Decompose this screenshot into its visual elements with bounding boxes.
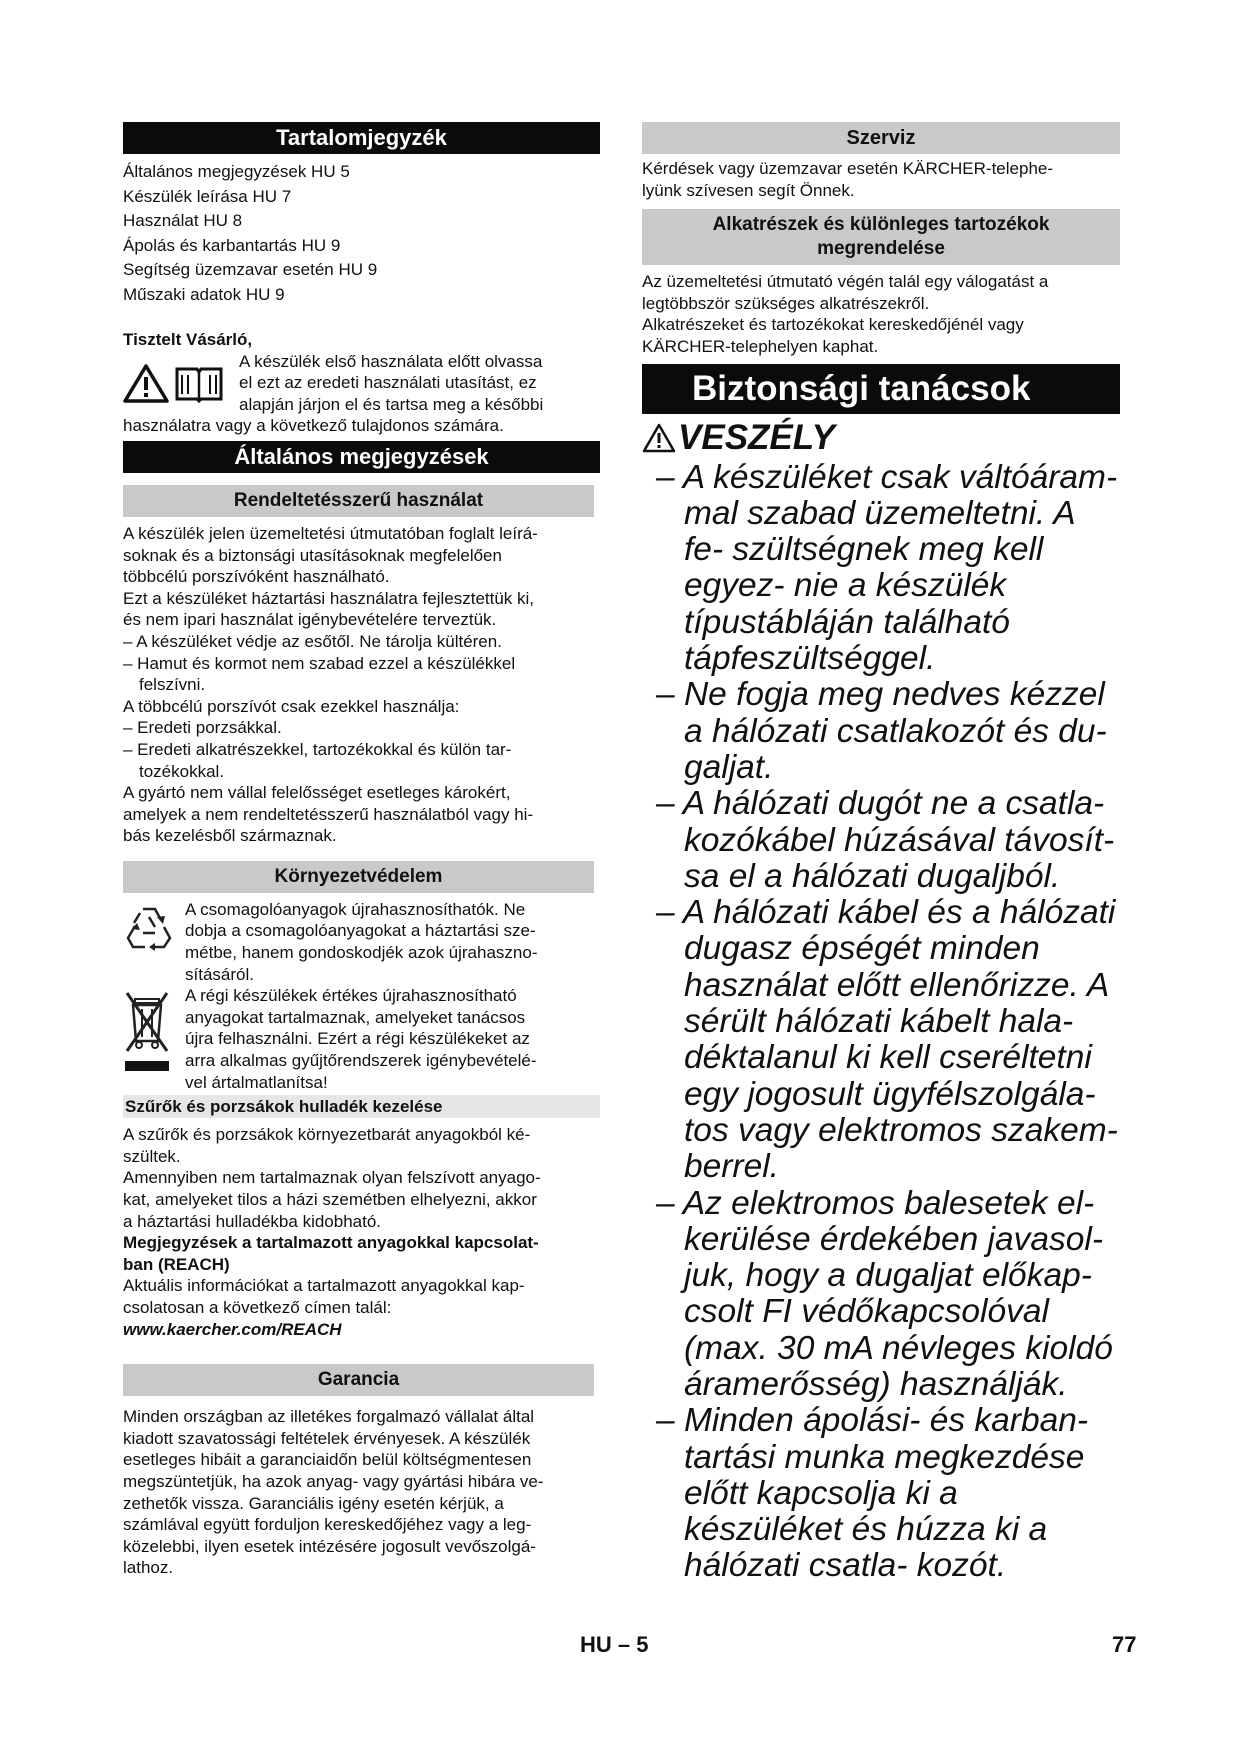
parts-text	[642, 271, 1120, 357]
paragraph-line: esetleges hibáit a garanciaidőn belül költségmentesen	[123, 1450, 532, 1470]
danger-item: – A hálózati dugót ne a csatla- kozókábel húzásával távosít- sa el a hálózati dugaljból.	[656, 785, 1115, 895]
paragraph-line: legtöbbször szükséges alkatrészekről.	[642, 293, 930, 313]
paragraph-line: és nem ipari használat igénybevételére terveztük.	[123, 610, 497, 630]
paragraph-line: Az üzemeltetési útmutató végén talál egy válogatást a	[642, 272, 1049, 292]
weee-bin-icon	[123, 985, 185, 1093]
toc-list	[123, 160, 600, 307]
env-packaging-block	[123, 899, 600, 985]
intro-line: A készülék első használata előtt olvassa	[239, 351, 543, 371]
paragraph-line: a háztartási hulladékba kidobható.	[123, 1211, 382, 1231]
reach-link[interactable]: www.kaercher.com/REACH	[123, 1319, 342, 1339]
toc-heading: Tartalomjegyzék	[123, 122, 600, 154]
paragraph-line: többcélú porszívóként használható.	[123, 567, 390, 587]
paragraph-line: újra felhasználni. Ezért a régi készülékeket az	[185, 1029, 530, 1049]
danger-item: – Ne fogja meg nedves kézzel a hálózati csatlakozót és du- galjat.	[656, 676, 1107, 786]
toc-item: Műszaki adatok HU 9	[123, 284, 285, 304]
warning-triangle-icon	[642, 423, 676, 453]
danger-item: – Az elektromos balesetek el- kerülése érdekében javasol- juk, hogy a dugaljat előkap- csolt FI védőkapcsolóval (max. 30 mA névleges kioldó áramerősség) használják.	[656, 1184, 1113, 1403]
paragraph-line: szültek.	[123, 1146, 181, 1166]
parts-heading-line: megrendelése	[817, 238, 945, 260]
toc-item: Általános megjegyzések HU 5	[123, 162, 350, 181]
paragraph-line: csolatosan a következő címen talál:	[123, 1297, 392, 1317]
intended-use-text	[123, 523, 600, 847]
paragraph-line: közelebbi, ilyen esetek intézésére jogosult vevőszolgá-	[123, 1536, 536, 1556]
filters-heading: Szűrők és porzsákok hulladék kezelése	[123, 1095, 600, 1118]
paragraph-line: számlával együtt forduljon kereskedőjéhez vagy a leg-	[123, 1515, 532, 1535]
paragraph-line: A régi készülékek értékes újrahasznosítható	[185, 986, 517, 1006]
list-item: – A készüléket védje az esőtől. Ne tárolja kültéren.	[123, 631, 502, 651]
danger-list	[642, 460, 1120, 1585]
intro-block	[123, 351, 600, 416]
paragraph-line: Ezt a készüléket háztartási használatra fejlesztettük ki,	[123, 588, 535, 608]
intended-use-heading: Rendeltetésszerű használat	[123, 485, 594, 517]
paragraph-line: sításáról.	[185, 964, 254, 984]
general-notes-heading: Általános megjegyzések	[123, 441, 600, 473]
parts-heading	[642, 209, 1120, 265]
paragraph-line: Aktuális információkat a tartalmazott anyagokkal kap-	[123, 1276, 525, 1296]
paragraph-line: A készülék jelen üzemeltetési útmutatóban foglalt leírá-	[123, 523, 538, 543]
greeting: Tisztelt Vásárló,	[123, 330, 253, 349]
recycle-icon	[123, 899, 185, 985]
paragraph-line: kat, amelyeket tilos a házi szemétben elhelyezni, akkor	[123, 1190, 537, 1209]
paragraph-line: megszüntetjük, ha azok anyag- vagy gyártási hibára ve-	[123, 1471, 544, 1491]
warranty-text	[123, 1406, 600, 1579]
parts-heading-line: Alkatrészek és különleges tartozékok	[712, 214, 1050, 236]
list-item: – Hamut és kormot nem szabad ezzel a készülékkel felszívni.	[123, 653, 516, 695]
paragraph-line: Amennyiben nem tartalmaznak olyan felszívott anyago-	[123, 1168, 541, 1188]
paragraph-line: arra alkalmas gyűjtőrendszerek igénybevételé-	[185, 1051, 537, 1071]
paragraph-line: métbe, hanem gondoskodjék azok újrahaszno-	[185, 943, 538, 963]
list-item: – Eredeti alkatrészekkel, tartozékokkal és külön tar- tozékokkal.	[123, 739, 512, 781]
paragraph-line: Minden országban az illetékes forgalmazó vállalat által	[123, 1407, 535, 1427]
paragraph-line: soknak és a biztonsági utasításoknak megfelelően	[123, 545, 502, 565]
danger-item: – Minden ápolási- és karban- tartási munka megkezdése előtt kapcsolja ki a készüléket és húzza ki a hálózati csatla- kozót.	[656, 1402, 1089, 1585]
danger-item: – A készüléket csak váltóáram- mal szabad üzemeltetni. A fe- szültségnek meg kell egyez- nie a készülék típustábláján található tápfeszültséggel.	[656, 458, 1118, 678]
paragraph-line: anyagokat tartalmaznak, amelyeket tanácsos	[185, 1007, 526, 1027]
paragraph-line: Kérdések vagy üzemzavar esetén KÄRCHER-telephe-	[642, 159, 1054, 178]
intro-line: alapján járjon el és tartsa meg a későbbi	[239, 394, 544, 414]
footer-page-label: HU – 5	[580, 1632, 649, 1657]
environment-heading: Környezetvédelem	[123, 861, 594, 893]
paragraph-line: zethetők vissza. Garanciális igény esetén kérjük, a	[123, 1493, 504, 1513]
paragraph-line: kiadott szavatossági feltételek érvényesek. A készülék	[123, 1428, 531, 1448]
manual-book-icon	[173, 363, 225, 403]
toc-item: Használat HU 8	[123, 211, 243, 230]
toc-item: Segítség üzemzavar esetén HU 9	[123, 260, 378, 279]
paragraph-line: lyünk szívesen segít Önnek.	[642, 180, 855, 200]
paragraph-line: lathoz.	[123, 1558, 174, 1578]
paragraph-line: A gyártó nem vállal felelősséget esetleges károkért,	[123, 783, 511, 803]
toc-item: Ápolás és karbantartás HU 9	[123, 235, 341, 255]
filters-text	[123, 1124, 600, 1340]
warning-book-icons	[123, 351, 239, 416]
danger-item: – A hálózati kábel és a hálózati dugasz épségét minden használat előtt ellenőrizze. A sérült hálózati kábelt hala- déktalanul ki kell cseréltetni egy jogosult ügyfélszolgála- tos vagy elektromos szakem- berrel.	[656, 894, 1118, 1186]
paragraph-line: KÄRCHER-telephelyen kaphat.	[642, 336, 879, 356]
left-column	[123, 122, 600, 1579]
paragraph-line: A többcélú porszívót csak ezekkel használja:	[123, 696, 460, 716]
paragraph-line: vel ártalmatlanítsa!	[185, 1072, 328, 1092]
reach-heading: ban (REACH)	[123, 1254, 230, 1274]
service-heading: Szerviz	[642, 122, 1120, 154]
intro-line: el ezt az eredeti használati utasítást, ez	[239, 373, 537, 393]
list-item: – Eredeti porzsákkal.	[123, 718, 282, 738]
paragraph-line: A szűrők és porzsákok környezetbarát anyagokból ké-	[123, 1125, 531, 1145]
paragraph-line: A csomagolóanyagok újrahasznosíthatók. Ne	[185, 899, 526, 919]
warning-triangle-icon	[123, 363, 169, 403]
right-column	[642, 122, 1120, 1585]
safety-heading: Biztonsági tanácsok	[642, 364, 1120, 414]
toc-item: Készülék leírása HU 7	[123, 186, 292, 206]
paragraph-line: dobja a csomagolóanyagokat a háztartási sze-	[185, 921, 536, 941]
reach-heading: Megjegyzések a tartalmazott anyagokkal kapcsolat-	[123, 1233, 539, 1253]
warranty-heading: Garancia	[123, 1364, 594, 1396]
danger-label: VESZÉLY	[678, 417, 835, 457]
intro-line: használatra vagy a következő tulajdonos számára.	[123, 416, 504, 436]
env-devices-block	[123, 985, 600, 1093]
service-text	[642, 158, 1120, 201]
paragraph-line: Alkatrészeket és tartozékokat kereskedőjénél vagy	[642, 315, 1024, 335]
paragraph-line: bás kezelésből származnak.	[123, 826, 337, 846]
paragraph-line: amelyek a nem rendeltetésszerű használatból vagy hi-	[123, 804, 534, 824]
footer-page-number: 77	[1112, 1632, 1137, 1657]
danger-label-row	[642, 418, 1120, 458]
